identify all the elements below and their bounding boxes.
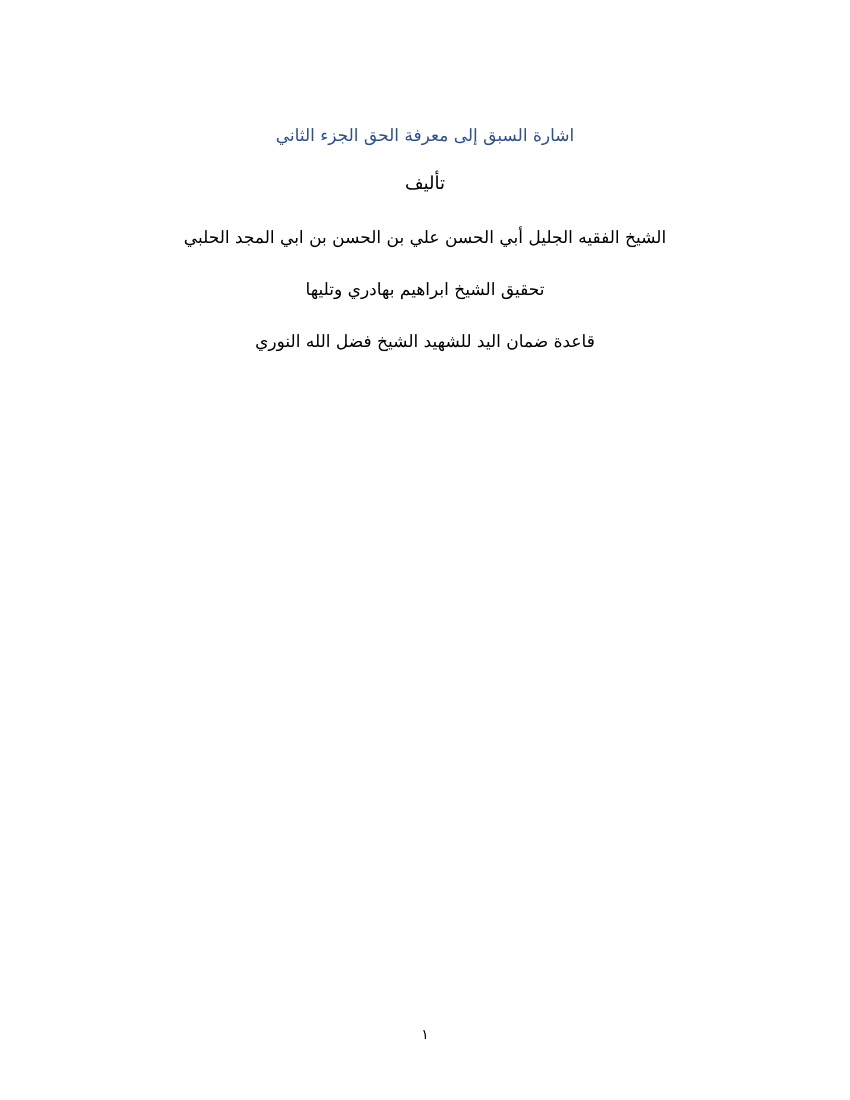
treatise-title: قاعدة ضمان اليد للشهيد الشيخ فضل الله النوري xyxy=(255,332,595,352)
authorship-label: تأليف xyxy=(404,173,446,194)
page-number: ١ xyxy=(421,1027,429,1043)
author-name: الشيخ الفقيه الجليل أبي الحسن علي بن الحسن بن ابي المجد الحلبي xyxy=(183,228,667,248)
book-title: اشارة السبق إلى معرفة الحق الجزء الثاني xyxy=(275,126,575,146)
editor-line: تحقيق الشيخ ابراهيم بهادري وتليها xyxy=(305,280,545,300)
